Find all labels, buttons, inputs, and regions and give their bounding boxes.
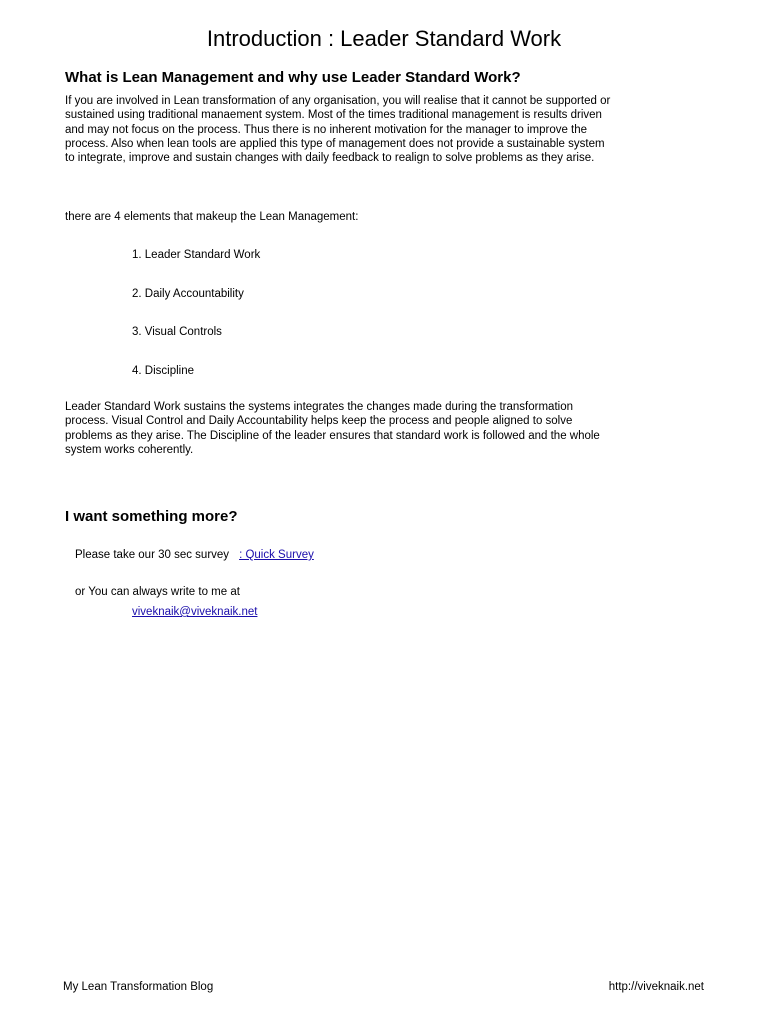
intro-paragraph: If you are involved in Lean transformation of any organisation, you will realise that it cannot be supported or sustained using traditional manaement system. Most of the times traditional management is results driven and may not focus on the process. Thus there is no inherent motivation for the manager to improve the process. Also when lean tools are applied this type of management does not provide a sustainable system to integrate, improve and sustain changes with daily feedback to realign to solve problems as they arise. <box>65 95 611 165</box>
list-item: 3. Visual Controls <box>132 326 222 339</box>
email-line <box>132 605 257 619</box>
list-item: 4. Discipline <box>132 365 194 378</box>
page-title: Introduction : Leader Standard Work <box>206 26 562 51</box>
section-heading-lean-management: What is Lean Management and why use Leader Standard Work? <box>65 69 521 86</box>
survey-text: Please take our 30 sec survey <box>75 549 230 561</box>
quick-survey-link[interactable]: : Quick Survey <box>239 549 314 561</box>
survey-line <box>75 548 314 562</box>
email-link[interactable]: viveknaik@viveknaik.net <box>132 606 258 618</box>
list-item: 1. Leader Standard Work <box>132 249 261 261</box>
write-text: or You can always write to me at <box>75 586 240 598</box>
elements-intro-text: there are 4 elements that makeup the Lean Management: <box>65 211 359 223</box>
footer-url: http://viveknaik.net <box>608 981 704 993</box>
section-heading-something-more: I want something more? <box>65 508 238 525</box>
elements-list <box>132 248 260 403</box>
footer-blog-name: My Lean Transformation Blog <box>63 981 214 993</box>
list-item: 2. Daily Accountability <box>132 287 244 300</box>
summary-paragraph: Leader Standard Work sustains the systems integrates the changes made during the transformation process. Visual Control and Daily Accountability helps keep the process and people aligned to solve problems as they arise. The Discipline of the leader ensures that standard work is followed and the whole system works coherently. <box>65 401 600 456</box>
